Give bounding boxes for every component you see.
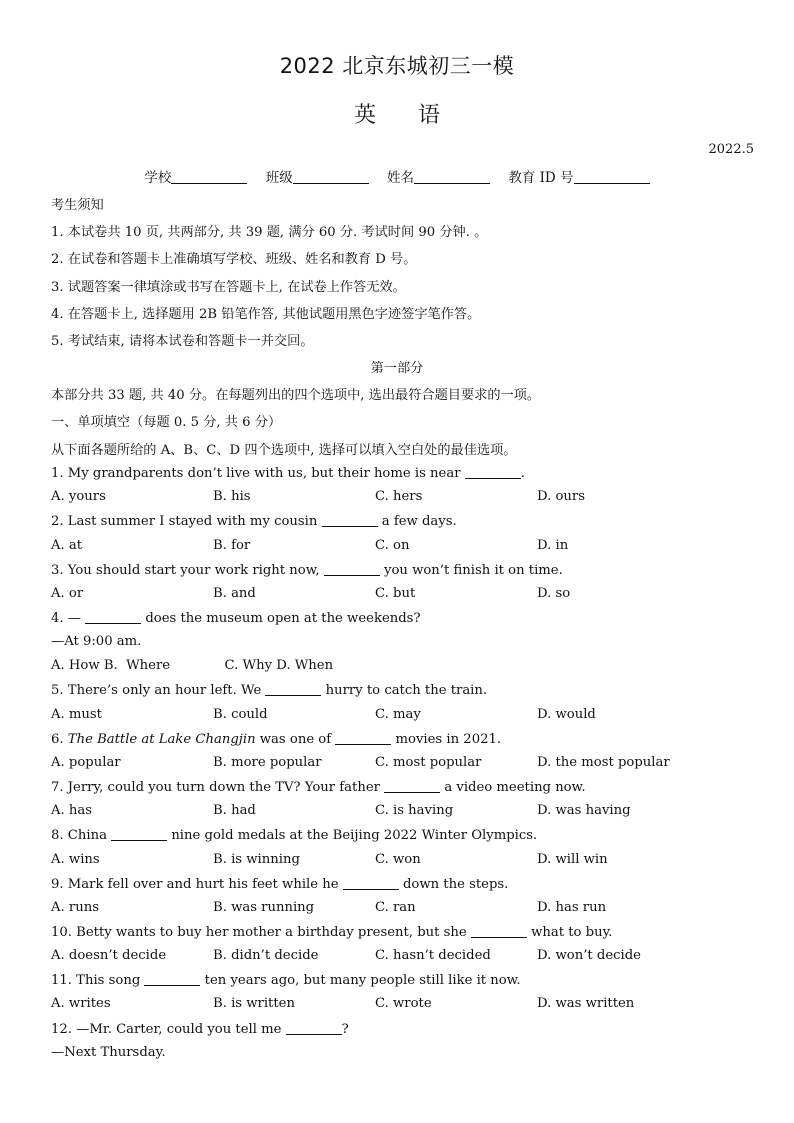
notice-item: 1. 本试卷共 10 页, 共两部分, 共 39 题, 满分 60 分. 考试时间 90 分钟. 。	[51, 225, 488, 240]
option-d: D. so	[537, 586, 571, 601]
question-stem: 4. — does the museum open at the weekends?	[51, 611, 421, 626]
answer-blank	[324, 562, 380, 576]
option-d: D. was written	[537, 996, 635, 1011]
option-b: B. didn’t decide	[213, 948, 319, 963]
option-d: D. ours	[537, 489, 585, 504]
option-c: C. hasn’t decided	[375, 948, 491, 963]
option-c: C. may	[375, 707, 421, 722]
question-options-inline: A. How B. Where C. Why D. When	[51, 658, 334, 673]
option-c: C. on	[375, 538, 410, 553]
option-a: A. or	[51, 586, 84, 601]
answer-blank	[144, 972, 200, 986]
option-a: A. yours	[51, 489, 106, 504]
answer-blank	[465, 465, 521, 479]
option-d: D. will win	[537, 852, 608, 867]
question-options	[51, 755, 751, 773]
option-c: C. but	[375, 586, 416, 601]
answer-blank	[471, 924, 527, 938]
question-options	[51, 803, 751, 821]
exam-title: 2022 北京东城初三一模	[279, 54, 515, 78]
option-d: D. would	[537, 707, 596, 722]
option-a: A. writes	[51, 996, 111, 1011]
answer-blank	[265, 682, 321, 696]
name-label: 姓名	[387, 170, 415, 186]
question-options	[51, 538, 751, 556]
education-id-label: 教育 ID 号	[508, 170, 574, 186]
option-a: A. at	[51, 538, 83, 553]
option-b: B. was running	[213, 900, 315, 915]
notice-item: 4. 在答题卡上, 选择题用 2B 铅笔作答, 其他试题用黑色字迹签字笔作答。	[51, 307, 481, 322]
education-id-blank	[574, 169, 650, 184]
option-d: D. won’t decide	[537, 948, 641, 963]
option-d: D. the most popular	[537, 755, 670, 770]
option-d: D. in	[537, 538, 569, 553]
question-options	[51, 996, 751, 1014]
part-intro: 本部分共 33 题, 共 40 分。在每题列出的四个选项中, 选出最符合题目要求的一项。	[51, 388, 541, 403]
option-a: A. wins	[51, 852, 100, 867]
part-heading: 第一部分	[370, 361, 424, 376]
question-stem: 1. My grandparents don’t live with us, but their home is near .	[51, 466, 525, 481]
question-stem: 6. The Battle at Lake Changjin was one of movies in 2021.	[51, 732, 502, 747]
question-stem: 11. This song ten years ago, but many people still like it now.	[51, 973, 521, 988]
section-title: 一、单项填空（每题 0. 5 分, 共 6 分）	[51, 415, 282, 430]
section-instruction: 从下面各题所给的 A、B、C、D 四个选项中, 选择可以填入空白处的最佳选项。	[51, 443, 517, 458]
answer-blank	[85, 610, 141, 624]
name-blank	[414, 169, 490, 184]
notice-heading: 考生须知	[51, 198, 104, 213]
class-blank	[293, 169, 369, 184]
option-b: B. is written	[213, 996, 295, 1011]
question-stem: 10. Betty wants to buy her mother a birthday present, but she what to buy.	[51, 925, 613, 940]
question-stem: 8. China nine gold medals at the Beijing 2022 Winter Olympics.	[51, 828, 538, 843]
option-c: C. most popular	[375, 755, 482, 770]
option-b: B. for	[213, 538, 251, 553]
option-b: B. is winning	[213, 852, 300, 867]
option-b: B. more popular	[213, 755, 322, 770]
answer-blank	[343, 876, 399, 890]
option-b: B. had	[213, 803, 256, 818]
option-a: A. must	[51, 707, 102, 722]
dialogue-reply: —At 9:00 am.	[51, 634, 142, 649]
question-stem: 3. You should start your work right now, you won’t finish it on time.	[51, 563, 563, 578]
question-options	[51, 707, 751, 725]
question-stem: 12. —Mr. Carter, could you tell me ?	[51, 1022, 349, 1037]
option-b: B. his	[213, 489, 251, 504]
answer-blank	[322, 513, 378, 527]
option-a: A. popular	[51, 755, 121, 770]
dialogue-reply: —Next Thursday.	[51, 1045, 166, 1060]
class-label: 班级	[265, 170, 293, 186]
notice-item: 2. 在试卷和答题卡上准确填写学校、班级、姓名和教育 D 号。	[51, 252, 417, 267]
question-stem: 7. Jerry, could you turn down the TV? Your father a video meeting now.	[51, 780, 586, 795]
question-options	[51, 586, 751, 604]
movie-title: The Battle at Lake Changjin	[67, 732, 256, 747]
option-a: A. has	[51, 803, 93, 818]
question-stem: 2. Last summer I stayed with my cousin a few days.	[51, 514, 457, 529]
answer-blank	[335, 731, 391, 745]
notice-item: 3. 试题答案一律填涂或书写在答题卡上, 在试卷上作答无效。	[51, 280, 406, 295]
question-options	[51, 489, 751, 507]
student-info-row	[0, 166, 794, 186]
option-c: C. hers	[375, 489, 423, 504]
option-d: D. was having	[537, 803, 631, 818]
option-a: A. doesn’t decide	[51, 948, 167, 963]
option-c: C. wrote	[375, 996, 432, 1011]
question-options	[51, 852, 751, 870]
option-c: C. won	[375, 852, 421, 867]
option-c: C. ran	[375, 900, 416, 915]
answer-blank	[384, 779, 440, 793]
option-b: B. and	[213, 586, 256, 601]
school-label: 学校	[144, 170, 172, 186]
subject-title: 英语	[353, 103, 482, 128]
exam-date: 2022.5	[708, 142, 754, 157]
option-d: D. has run	[537, 900, 607, 915]
option-a: A. runs	[51, 900, 99, 915]
answer-blank	[111, 827, 167, 841]
answer-blank	[286, 1021, 342, 1035]
notice-item: 5. 考试结束, 请将本试卷和答题卡一并交回。	[51, 334, 314, 349]
option-c: C. is having	[375, 803, 454, 818]
question-options	[51, 900, 751, 918]
question-stem: 5. There’s only an hour left. We hurry to catch the train.	[51, 683, 488, 698]
option-b: B. could	[213, 707, 268, 722]
question-stem: 9. Mark fell over and hurt his feet while he down the steps.	[51, 877, 509, 892]
question-options	[51, 948, 751, 966]
school-blank	[171, 169, 247, 184]
